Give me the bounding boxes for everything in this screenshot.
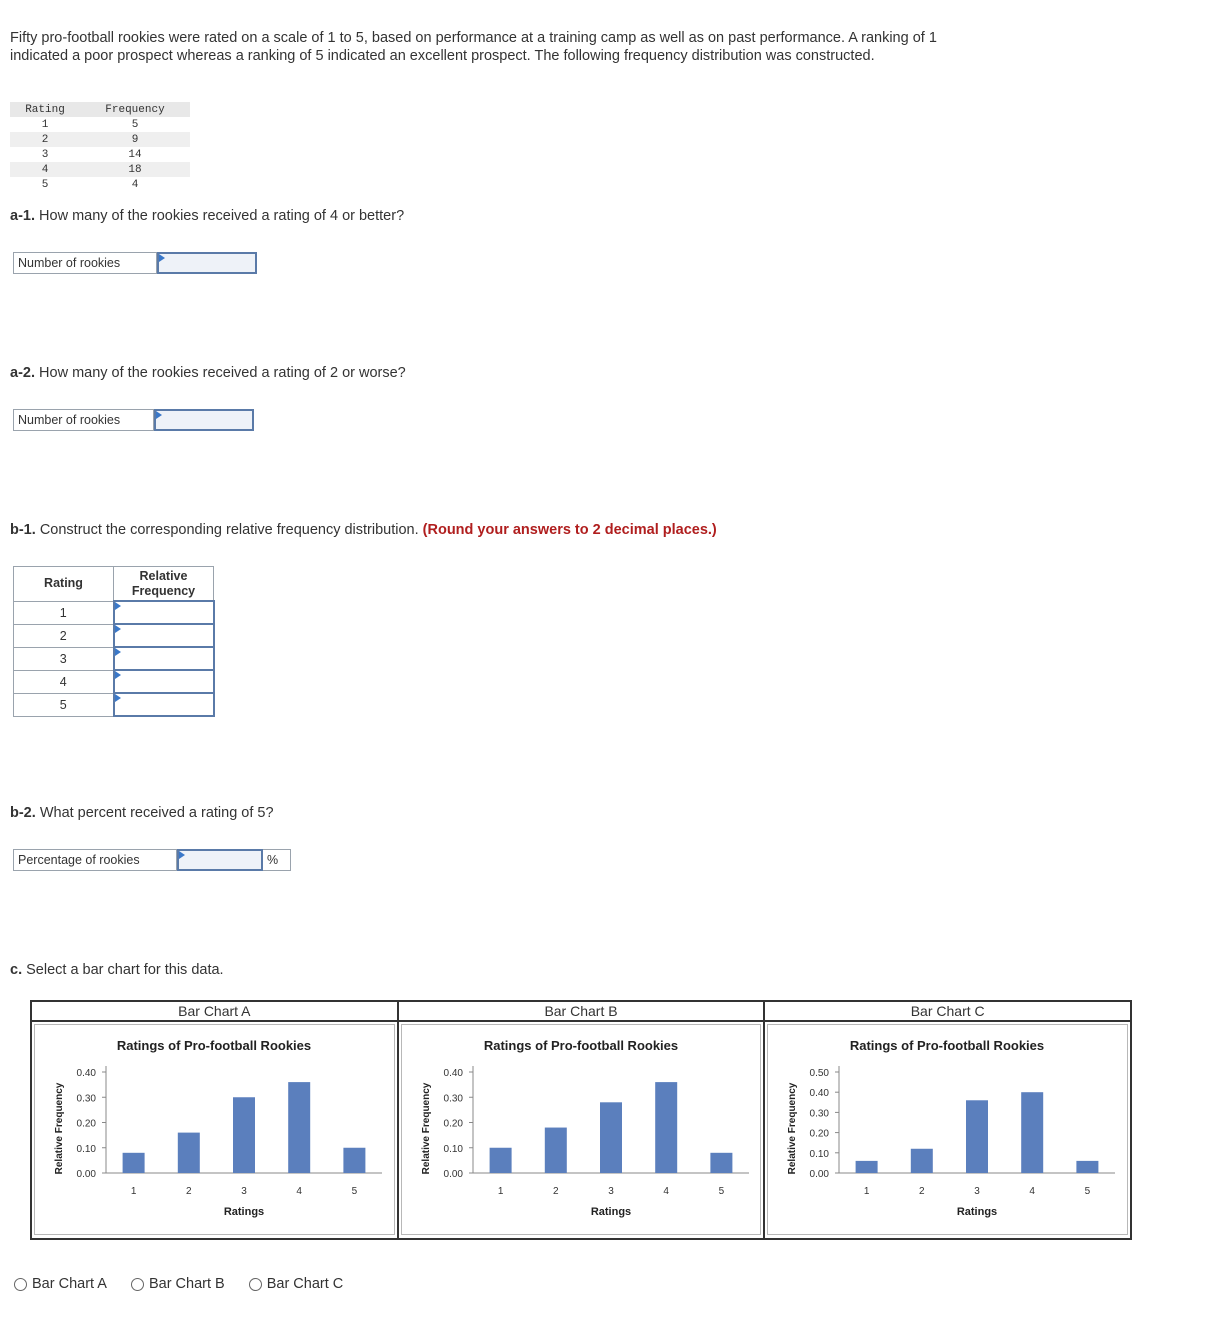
bar-chart-c [768,1025,1126,1237]
freq-cell: 2 [10,132,80,147]
question-b2-text: What percent received a rating of 5? [39,805,274,821]
rf-rating-cell: 1 [14,601,114,624]
question-a1 [10,208,404,224]
bar-rating-1 [123,1153,145,1173]
y-tick-label: 0.40 [809,1088,830,1100]
rf-rating-cell: 5 [14,693,114,716]
question-c-label: c. [10,962,23,978]
chart-c-caption: Bar Chart C [765,1002,1130,1022]
bar-charts-panel [30,1000,1132,1240]
chart-b-caption: Bar Chart B [399,1002,764,1022]
y-tick-label: 0.50 [809,1068,830,1079]
y-tick-label: 0.20 [809,1128,830,1140]
radio-circle-icon[interactable] [249,1278,262,1291]
y-tick-label: 0.40 [443,1068,463,1079]
option-bar-chart-b[interactable] [131,1276,225,1292]
y-tick-label: 0.30 [443,1093,463,1105]
x-tick-label: 2 [552,1186,559,1197]
input-marker-icon [179,851,185,859]
input-marker-icon [115,648,121,656]
y-tick-label: 0.10 [443,1143,463,1155]
input-marker-icon [156,411,162,419]
answer-a2-input[interactable] [154,409,254,431]
x-tick-label: 4 [1029,1186,1036,1197]
x-tick-label: 1 [864,1186,870,1197]
rf-input-5[interactable] [114,693,214,716]
option-label: Bar Chart B [148,1276,225,1292]
rf-input-3[interactable] [114,647,214,670]
bar-rating-1 [856,1161,878,1173]
option-bar-chart-c[interactable] [249,1276,344,1292]
frequency-table [10,102,190,192]
x-tick-label: 4 [296,1186,302,1197]
question-a1-text: How many of the rookies received a rating of 4 or better? [39,208,405,224]
y-tick-label: 0.20 [76,1118,96,1130]
x-tick-label: 5 [718,1186,724,1197]
input-marker-icon [159,254,165,262]
rf-input-4[interactable] [114,670,214,693]
y-tick-label: 0.40 [76,1068,96,1079]
question-b1-text: Construct the corresponding relative frequency distribution. [39,522,419,538]
rf-header-rating: Rating [14,567,114,602]
rf-rating-cell: 4 [14,670,114,693]
question-a2 [10,365,406,381]
y-axis-label: Relative Frequency [420,1082,432,1175]
y-tick-label: 0.00 [443,1169,463,1180]
rf-input-1[interactable] [114,601,214,624]
chart-b-plot [401,1024,762,1235]
answer-b2-input[interactable] [177,849,263,871]
x-axis-label: Ratings [957,1206,998,1218]
bar-rating-3 [600,1102,622,1173]
question-a1-label: a-1. [10,208,35,224]
freq-cell: 5 [41,178,49,191]
answer-row-a2 [13,409,254,431]
bar-rating-1 [489,1148,511,1173]
chart-a-caption: Bar Chart A [32,1002,397,1022]
bar-rating-2 [544,1128,566,1173]
bar-rating-5 [343,1148,365,1173]
chart-c-plot [767,1024,1128,1235]
chart-title: Ratings of Pro-football Rookies [483,1038,678,1053]
rf-header-line-2: Frequency [131,583,196,598]
rf-header-relative-frequency [114,567,214,602]
chart-cell-b [399,1002,766,1238]
x-axis-label: Ratings [590,1206,631,1218]
bar-rating-2 [911,1149,933,1173]
input-marker-icon [115,671,121,679]
answer-row-b2 [13,849,291,871]
x-tick-label: 3 [241,1186,247,1197]
bar-rating-4 [1022,1092,1044,1173]
y-tick-label: 0.10 [76,1143,96,1155]
bar-rating-4 [288,1082,310,1173]
y-tick-label: 0.30 [76,1093,96,1105]
y-axis-label: Relative Frequency [54,1082,65,1175]
chart-cell-a [32,1002,399,1238]
freq-cell: 9 [80,132,190,147]
y-tick-label: 0.00 [76,1169,96,1180]
question-a2-label: a-2. [10,365,35,381]
bar-rating-2 [178,1133,200,1173]
answer-a1-input[interactable] [157,252,257,274]
answer-row-a1 [13,252,257,274]
rf-rating-cell: 2 [14,624,114,647]
answer-b2-label: Percentage of rookies [13,849,177,871]
chart-cell-c [765,1002,1130,1238]
freq-cell: 5 [131,118,139,131]
input-marker-icon [115,694,121,702]
freq-header-frequency: Frequency [80,102,190,117]
y-tick-label: 0.20 [443,1118,463,1130]
input-marker-icon [115,625,121,633]
input-marker-icon [115,602,121,610]
y-tick-label: 0.30 [809,1108,830,1120]
x-tick-label: 4 [663,1186,669,1197]
freq-cell: 3 [41,148,49,161]
rf-input-2[interactable] [114,624,214,647]
question-a2-text: How many of the rookies received a rating of 2 or worse? [39,365,406,381]
bar-rating-3 [233,1097,255,1173]
freq-header-rating: Rating [10,102,80,117]
x-tick-label: 2 [186,1186,192,1197]
relative-frequency-table [13,566,215,717]
rf-header-line-1: Relative [139,568,188,583]
bar-rating-3 [966,1100,988,1173]
x-tick-label: 3 [974,1186,981,1197]
bar-rating-5 [1077,1161,1099,1173]
chart-choice-group [14,1276,367,1292]
y-tick-label: 0.00 [809,1169,830,1180]
question-c-text: Select a bar chart for this data. [26,962,224,978]
answer-a1-label: Number of rookies [13,252,157,274]
question-b1-label: b-1. [10,522,36,538]
freq-cell: 18 [80,162,190,177]
freq-cell: 1 [41,118,49,131]
freq-cell: 4 [131,178,139,191]
x-axis-label: Ratings [223,1206,265,1218]
freq-cell: 4 [10,162,80,177]
rounding-note: (Round your answers to 2 decimal places.) [422,522,717,538]
x-tick-label: 5 [351,1186,358,1197]
option-label: Bar Chart C [266,1276,344,1292]
x-tick-label: 2 [919,1186,925,1197]
question-b2-label: b-2. [10,805,36,821]
x-tick-label: 1 [497,1186,504,1197]
bar-chart-b [402,1025,760,1237]
question-b2 [10,805,274,821]
freq-cell: 14 [128,148,142,161]
y-axis-label: Relative Frequency [787,1082,799,1175]
bar-rating-5 [710,1153,732,1173]
question-b1 [10,522,717,538]
x-tick-label: 1 [130,1186,137,1197]
y-tick-label: 0.10 [809,1148,830,1160]
question-c [10,962,224,978]
option-bar-chart-a[interactable] [14,1276,107,1292]
bar-chart-a [35,1025,393,1237]
x-tick-label: 3 [607,1186,614,1197]
option-label: Bar Chart A [32,1276,107,1292]
percent-unit: % [263,849,291,871]
answer-a2-label: Number of rookies [13,409,154,431]
chart-title: Ratings of Pro-football Rookies [850,1038,1045,1053]
x-tick-label: 5 [1084,1186,1091,1197]
problem-intro: Fifty pro-football rookies were rated on a scale of 1 to 5, based on performance at a training camp as well as on past performance. A ranking of 1 indicated a poor prospect whereas a ranking of 5 indicated an excellent prospect. The following frequency distribution was constructed. [10,30,937,64]
bar-rating-4 [655,1082,677,1173]
chart-a-plot [34,1024,395,1235]
chart-title: Ratings of Pro-football Rookies [116,1038,312,1053]
rf-rating-cell: 3 [14,647,114,670]
radio-circle-icon[interactable] [14,1278,27,1291]
radio-circle-icon[interactable] [131,1278,144,1291]
